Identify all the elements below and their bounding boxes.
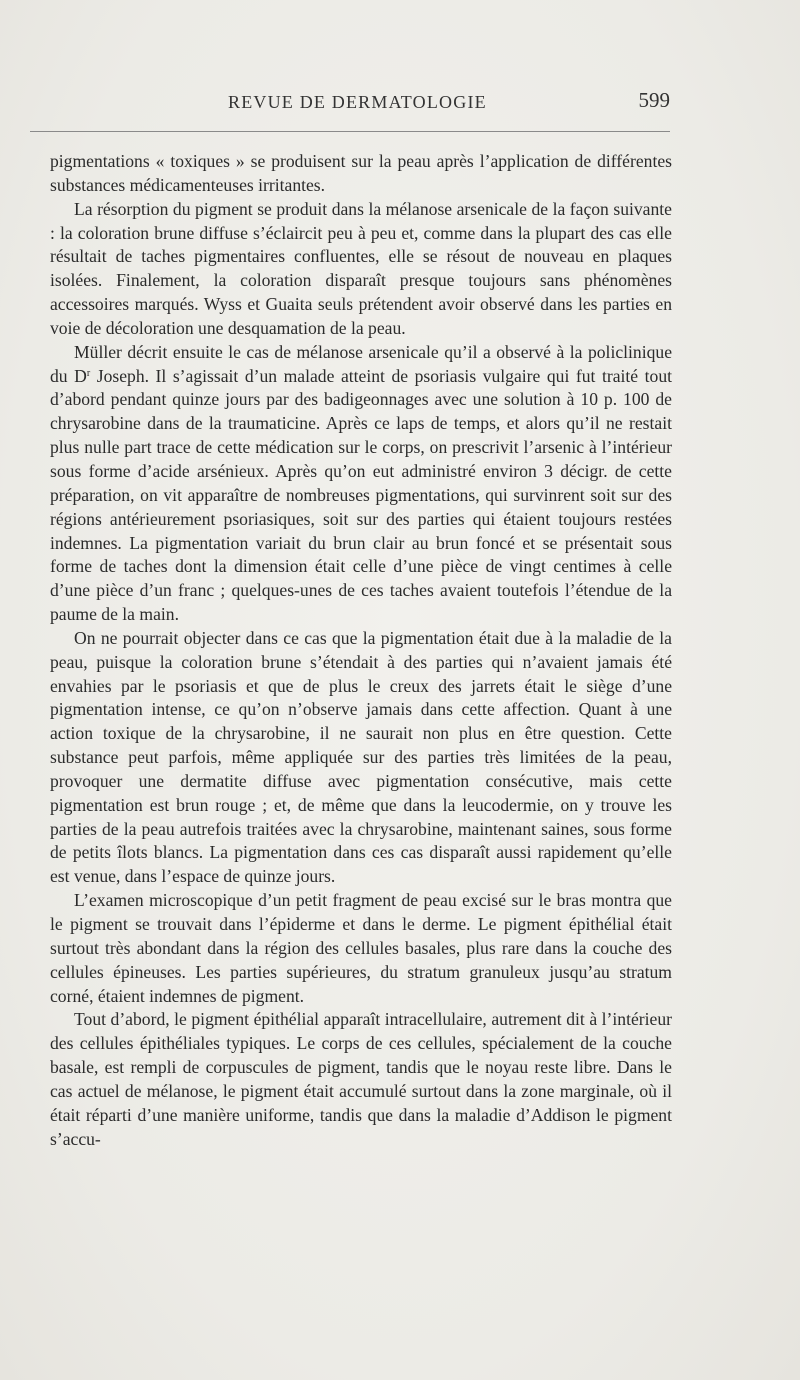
paragraph-3-part-1: Müller décrit ensuite le cas de mélanose arsenicale qu’il a observé à la policlinique du D xyxy=(50,341,672,386)
paragraph-2: La résorption du pigment se produit dans la mélanose arsenicale de la façon suivante : la coloration brune diffuse s’éclaircit peu à peu et, comme dans la plupart des cas elle résultait de taches pigmentaires confluentes, elle se résout de nouveau en plaques isolées. Finalement, la coloration disparaît presque toujours sans phénomènes accessoires marqués. Wyss et Guaita seuls prétendent avoir observé dans les parties en voie de décoloration une desquamation de la peau. xyxy=(50,198,672,338)
paragraph-3 xyxy=(50,341,672,627)
page-number: 599 xyxy=(638,88,670,112)
header-rule xyxy=(30,131,670,132)
doctor-superscript: r xyxy=(86,367,91,379)
paragraph-5: L’examen microscopique d’un petit fragment de peau excisé sur le bras montra que le pigment se trouvait dans l’épiderme et dans le derme. Le pigment épithélial était surtout très abondant dans la région des cellules basales, plus rare dans la couche des cellules épineuses. Les parties supérieures, du stratum granuleux jusqu’au stratum corné, étaient indemnes de pigment. xyxy=(50,890,672,1006)
paragraph-3-part-2: Joseph. Il s’agissait d’un malade atteint de psoriasis vulgaire qui fut traité tout d’abord pendant quinze jours par des badigeonnages avec une solution à 10 p. 100 de chrysarobine dans de la traumaticine. Après ce laps de temps, et alors qu’il ne restait plus nulle part trace de cette médication sur le corps, on prescrivit l’arsenic à l’intérieur sous forme d’acide arsénieux. Après qu’on eut administré environ 3 décigr. de cette préparation, on vit apparaître de nombreuses pigmentations, qui survinrent soit sur des régions antérieurement psoriasiques, soit sur des parties qui étaient toujours restées indemnes. La pigmentation variait du brun clair au brun foncé et se présentait sous forme de taches dont la dimension était celle d’une pièce de vingt centimes à celle d’une pièce d’un franc ; quelques-unes de ces taches avaient toutefois l’étendue de la paume de la main. xyxy=(50,365,673,625)
paragraph-1: pigmentations « toxiques » se produisent sur la peau après l’application de différentes substances médicamenteuses irritantes. xyxy=(50,151,672,195)
running-title: REVUE DE DERMATOLOGIE xyxy=(228,92,487,112)
body-text xyxy=(50,150,672,1151)
page-header xyxy=(50,88,670,122)
paragraph-6: Tout d’abord, le pigment épithélial apparaît intracellulaire, autrement dit à l’intérieur des cellules épithéliales typiques. Le corps de ces cellules, spécialement de la couche basale, est rempli de corpuscules de pigment, tandis que le noyau reste libre. Dans le cas actuel de mélanose, le pigment était accumulé surtout dans la zone marginale, où il était réparti d’une manière uniforme, tandis que dans la maladie d’Addison le pigment s’accu- xyxy=(50,1009,672,1149)
paragraph-4: On ne pourrait objecter dans ce cas que la pigmentation était due à la maladie de la peau, puisque la coloration brune s’étendait à des parties qui n’avaient jamais été envahies par le psoriasis et que de plus le creux des jarrets était le siège d’une pigmentation intense, ce qu’on n’observe jamais dans cette affection. Quant à une action toxique de la chrysarobine, il ne saurait non plus en être question. Cette substance peut parfois, même appliquée sur des parties très limitées de la peau, provoquer une dermatite diffuse avec pigmentation consécutive, mais cette pigmentation est brun rouge ; et, de même que dans la leucodermie, on y trouve les parties de la peau autrefois traitées avec la chrysarobine, maintenant saines, sous forme de petits îlots blancs. La pigmentation dans ces cas disparaît aussi rapidement qu’elle est venue, dans l’espace de quinze jours. xyxy=(50,627,672,887)
